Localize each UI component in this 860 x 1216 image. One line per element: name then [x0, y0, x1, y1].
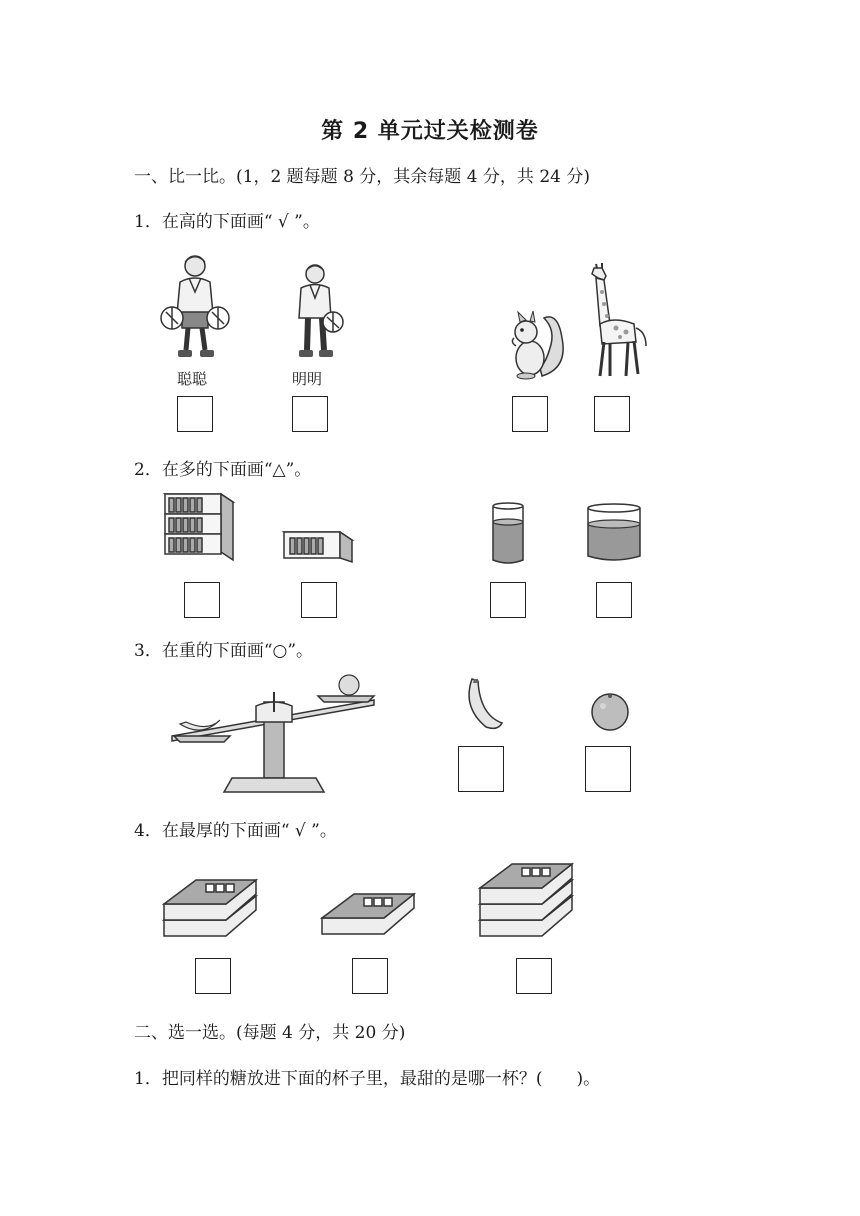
book-stack-two-icon	[160, 868, 260, 942]
caption-congcong: 聪聪	[177, 370, 208, 388]
book-stack-three-icon	[476, 852, 576, 942]
section-heading-1: 一、比一比。(1，2 题每题 8 分，其余每题 4 分，共 24 分)	[134, 167, 590, 187]
answer-box[interactable]	[184, 582, 220, 618]
banana-icon	[462, 677, 504, 731]
section-heading-2: 二、选一选。(每题 4 分，共 20 分)	[134, 1023, 406, 1043]
answer-box[interactable]	[352, 958, 388, 994]
answer-box[interactable]	[195, 958, 231, 994]
boy-with-ball-icon	[283, 262, 347, 364]
orange-icon	[588, 690, 632, 732]
boy-with-ball-icon	[158, 252, 232, 364]
section-2-question-1-text: 1．把同样的糖放进下面的杯子里，最甜的是哪一杯？( )。	[134, 1069, 601, 1089]
answer-box[interactable]	[292, 396, 328, 432]
caption-mingming: 明明	[292, 370, 323, 388]
answer-box[interactable]	[585, 746, 631, 792]
page-title: 第 2 单元过关检测卷	[321, 119, 539, 144]
question-3-text: 3．在重的下面画“○”。	[134, 641, 314, 661]
answer-box[interactable]	[512, 396, 548, 432]
narrow-glass-icon	[491, 502, 525, 566]
answer-box[interactable]	[594, 396, 630, 432]
giraffe-icon	[580, 262, 652, 380]
answer-box[interactable]	[596, 582, 632, 618]
answer-box[interactable]	[177, 396, 213, 432]
question-1-text: 1．在高的下面画“ √ ”。	[134, 212, 320, 232]
answer-box[interactable]	[516, 958, 552, 994]
wide-glass-icon	[586, 502, 642, 564]
bookshelf-three-tier-icon	[163, 490, 235, 562]
squirrel-icon	[506, 308, 566, 380]
question-2-text: 2．在多的下面画“△”。	[134, 460, 312, 480]
bookshelf-one-tier-icon	[282, 528, 354, 564]
book-single-icon	[318, 882, 418, 940]
answer-box[interactable]	[301, 582, 337, 618]
answer-box[interactable]	[490, 582, 526, 618]
answer-box[interactable]	[458, 746, 504, 792]
balance-scale-icon	[168, 672, 384, 796]
question-4-text: 4．在最厚的下面画“ √ ”。	[134, 821, 337, 841]
